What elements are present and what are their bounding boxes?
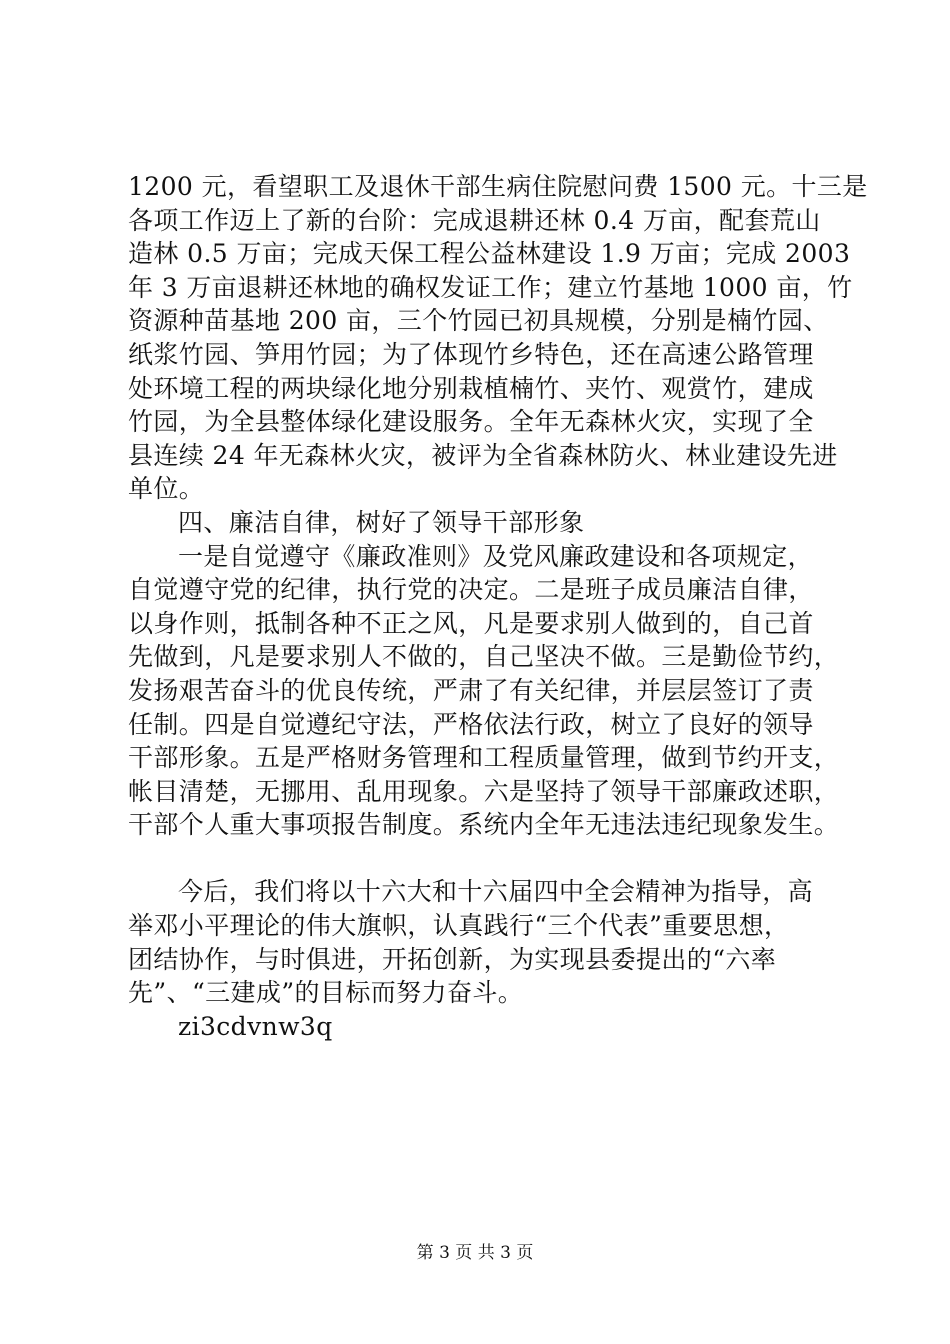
text-line: 先”、“三建成”的目标而努力奋斗。 <box>128 978 524 1008</box>
text-line: 发扬艰苦奋斗的优良传统，严肃了有关纪律，并层层签订了责 <box>128 675 814 705</box>
text-line: 各项工作迈上了新的台阶：完成退耕还林 0.4 万亩，配套荒山 <box>128 205 821 235</box>
text-line: 年 3 万亩退耕还林地的确权发证工作；建立竹基地 1000 亩，竹 <box>128 272 853 302</box>
paragraph-intro <box>128 170 868 506</box>
text-line: 处环境工程的两块绿化地分别栽植楠竹、夹竹、观赏竹，建成 <box>128 373 814 403</box>
text-line: 今后，我们将以十六大和十六届四中全会精神为指导，高 <box>178 877 814 907</box>
text-line: 任制。四是自觉遵纪守法，严格依法行政，树立了良好的领导 <box>128 709 814 739</box>
text-line: 干部形象。五是严格财务管理和工程质量管理，做到节约开支， <box>128 743 840 773</box>
text-line: 纸浆竹园、笋用竹园；为了体现竹乡特色，还在高速公路管理 <box>128 339 814 369</box>
text-line: 先做到，凡是要求别人不做的，自己坚决不做。三是勤俭节约， <box>128 642 840 672</box>
text-line: 县连续 24 年无森林火灾，被评为全省森林防火、林业建设先进 <box>128 440 838 470</box>
document-code: zi3cdvnw3q <box>178 1011 333 1041</box>
document-body <box>128 170 868 1043</box>
text-line: 资源种苗基地 200 亩，三个竹园已初具规模，分别是楠竹园、 <box>128 306 829 336</box>
paragraph-spacer <box>128 842 834 876</box>
text-line: 帐目清楚，无挪用、乱用现象。六是坚持了领导干部廉政述职， <box>128 776 840 806</box>
text-line: 1200 元，看望职工及退休干部生病住院慰问费 1500 元。十三是 <box>128 172 868 201</box>
text-line: 团结协作，与时俱进，开拓创新，为实现县委提出的“六率 <box>128 944 777 974</box>
text-line: 举邓小平理论的伟大旗帜，认真践行“三个代表”重要思想， <box>128 911 790 941</box>
text-line: 单位。 <box>128 474 205 504</box>
text-line: 干部个人重大事项报告制度。系统内全年无违法违纪现象发生。 <box>128 810 840 840</box>
paragraph-future <box>128 875 834 1009</box>
paragraph-integrity <box>128 540 840 842</box>
text-line: 一是自觉遵守《廉政准则》及党风廉政建设和各项规定， <box>178 541 814 571</box>
text-line: 以身作则，抵制各种不正之风，凡是要求别人做到的，自己首 <box>128 608 814 638</box>
page-footer: 第 3 页 共 3 页 <box>416 1243 534 1263</box>
text-line: 竹园，为全县整体绿化建设服务。全年无森林火灾，实现了全 <box>128 407 814 437</box>
text-line: 自觉遵守党的纪律，执行党的决定。二是班子成员廉洁自律， <box>128 575 814 605</box>
section-heading: 四、廉洁自律，树好了领导干部形象 <box>178 507 585 537</box>
text-line: 造林 0.5 万亩；完成天保工程公益林建设 1.9 万亩；完成 2003 <box>128 239 851 269</box>
